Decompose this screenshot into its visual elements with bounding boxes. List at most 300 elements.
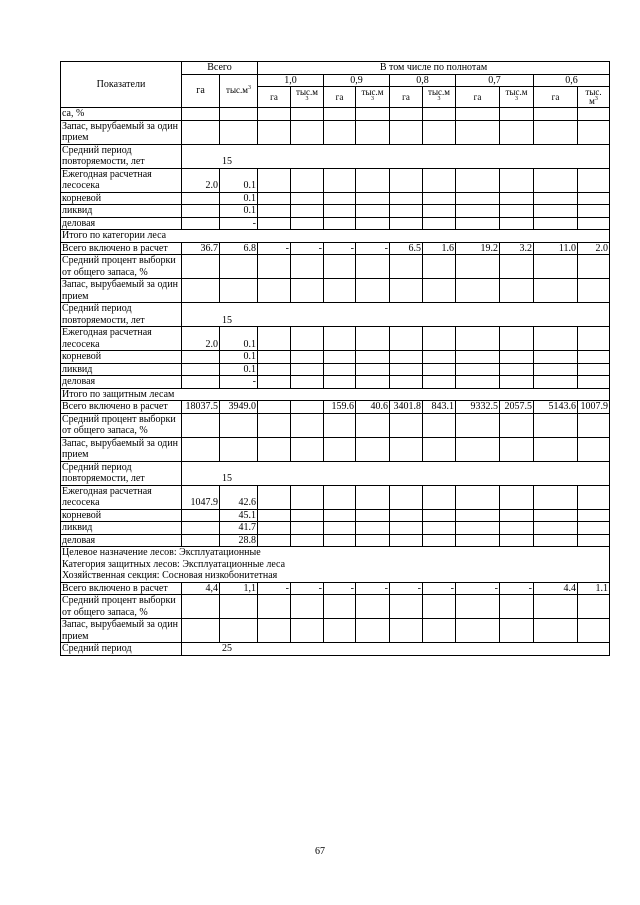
- value-cell: [423, 376, 456, 389]
- value-cell: [456, 192, 500, 205]
- value-cell: 41.7: [220, 522, 258, 535]
- table-row: [61, 351, 610, 364]
- value-cell: [291, 192, 324, 205]
- value-cell: [258, 376, 291, 389]
- value-cell: 1,1: [220, 582, 258, 595]
- value-cell: [356, 485, 390, 509]
- value-cell: [534, 108, 578, 121]
- value-cell: [456, 437, 500, 461]
- value-cell: [258, 534, 291, 547]
- value-cell: [220, 255, 258, 279]
- value-cell: [578, 255, 610, 279]
- value-cell: [500, 509, 534, 522]
- value-cell: [182, 363, 220, 376]
- value-cell: [356, 108, 390, 121]
- value-cell: [182, 595, 220, 619]
- value-cell: 159.6: [324, 401, 356, 414]
- value-cell: 0.1: [220, 351, 258, 364]
- value-cell: -: [291, 582, 324, 595]
- row-label: Запас, вырубаемый за один прием: [61, 619, 182, 643]
- value-cell: -: [390, 582, 423, 595]
- value-cell: 9332.5: [456, 401, 500, 414]
- value-cell: [390, 192, 423, 205]
- value-cell: [356, 168, 390, 192]
- row-label: са, %: [61, 108, 182, 121]
- value-cell: [356, 619, 390, 643]
- value-cell: [423, 255, 456, 279]
- value-cell: [356, 534, 390, 547]
- row-label: Средний процент выборки от общего запаса, %: [61, 413, 182, 437]
- table-row: [61, 619, 610, 643]
- value-cell: 5143.6: [534, 401, 578, 414]
- table-row: [61, 144, 610, 168]
- value-cell: 42.6: [220, 485, 258, 509]
- table-row: [61, 168, 610, 192]
- value-cell: [258, 168, 291, 192]
- value-cell: [390, 120, 423, 144]
- value-cell: [182, 108, 220, 121]
- value-cell: [356, 595, 390, 619]
- table-row: [61, 643, 610, 656]
- row-label: деловая: [61, 376, 182, 389]
- value-cell: [324, 363, 356, 376]
- value-cell: [291, 595, 324, 619]
- table-row: [61, 461, 610, 485]
- value-cell: 0.1: [220, 205, 258, 218]
- value-cell: 0.1: [220, 192, 258, 205]
- table-row: [61, 595, 610, 619]
- value-cell: [291, 485, 324, 509]
- value-cell: [220, 595, 258, 619]
- table-row: [61, 192, 610, 205]
- value-cell: [390, 168, 423, 192]
- row-label: Средний процент выборки от общего запаса, %: [61, 255, 182, 279]
- value-cell: [534, 619, 578, 643]
- value-cell: [534, 217, 578, 230]
- value-cell: [390, 351, 423, 364]
- value-cell: [182, 205, 220, 218]
- row-label: Запас, вырубаемый за один прием: [61, 120, 182, 144]
- value-cell: [500, 255, 534, 279]
- table-row: [61, 230, 610, 243]
- value-cell: [500, 120, 534, 144]
- value-cell: [356, 279, 390, 303]
- value-cell: [578, 522, 610, 535]
- table-row: [61, 534, 610, 547]
- value-cell: [356, 363, 390, 376]
- value-cell: [500, 522, 534, 535]
- row-label: деловая: [61, 217, 182, 230]
- header-unit-ha-2: га: [390, 87, 423, 108]
- value-cell: [456, 217, 500, 230]
- value-cell: [356, 217, 390, 230]
- row-label: ликвид: [61, 363, 182, 376]
- value-cell: [356, 327, 390, 351]
- value-cell: 3.2: [500, 242, 534, 255]
- value-cell: [423, 437, 456, 461]
- value-cell: [291, 351, 324, 364]
- value-cell: [291, 108, 324, 121]
- value-cell: [220, 120, 258, 144]
- value-cell: -: [324, 582, 356, 595]
- value-cell: [423, 120, 456, 144]
- value-cell: [324, 351, 356, 364]
- value-cell: [578, 351, 610, 364]
- value-cell: [258, 509, 291, 522]
- value-cell: [456, 168, 500, 192]
- value-cell: 3949.0: [220, 401, 258, 414]
- value-cell: [456, 255, 500, 279]
- section-heading: Итого по категории леса: [61, 230, 610, 243]
- table-row: [61, 547, 610, 583]
- table-row: [61, 437, 610, 461]
- value-cell: [258, 437, 291, 461]
- value-cell: 2.0: [182, 168, 220, 192]
- value-cell: [390, 327, 423, 351]
- value-cell: [578, 413, 610, 437]
- value-cell: [423, 205, 456, 218]
- value-cell: [578, 217, 610, 230]
- value-cell: [578, 168, 610, 192]
- value-cell: [534, 255, 578, 279]
- value-cell: 11.0: [534, 242, 578, 255]
- value-cell: [356, 205, 390, 218]
- value-cell: [390, 363, 423, 376]
- value-cell: -: [220, 217, 258, 230]
- value-cell: 3401.8: [390, 401, 423, 414]
- value-cell: [423, 279, 456, 303]
- value-cell: [356, 192, 390, 205]
- header-unit-ha-3: га: [456, 87, 500, 108]
- value-cell: [324, 168, 356, 192]
- value-cell: [534, 534, 578, 547]
- value-cell: [291, 619, 324, 643]
- table-row: [61, 279, 610, 303]
- value-cell: [534, 437, 578, 461]
- row-label: Всего включено в расчет: [61, 401, 182, 414]
- header-density-0: 1,0: [258, 74, 324, 87]
- value-cell: [500, 217, 534, 230]
- value-cell: [456, 120, 500, 144]
- section-heading: Итого по защитным лесам: [61, 388, 610, 401]
- value-cell: -: [291, 242, 324, 255]
- table-row: [61, 582, 610, 595]
- value-cell: [500, 437, 534, 461]
- value-cell: [456, 595, 500, 619]
- value-cell: [534, 509, 578, 522]
- value-cell: [456, 108, 500, 121]
- value-cell: [534, 279, 578, 303]
- table-row: [61, 108, 610, 121]
- row-label: Ежегодная расчетная лесосека: [61, 327, 182, 351]
- value-cell: 0.1: [220, 363, 258, 376]
- value-cell: [291, 376, 324, 389]
- value-cell: [291, 217, 324, 230]
- value-cell: [534, 192, 578, 205]
- value-cell: [500, 363, 534, 376]
- row-label: Ежегодная расчетная лесосека: [61, 485, 182, 509]
- value-cell: 6.8: [220, 242, 258, 255]
- value-cell: [182, 279, 220, 303]
- value-cell: [324, 217, 356, 230]
- value-cell: [500, 595, 534, 619]
- value-cell: [500, 351, 534, 364]
- value-cell: [324, 413, 356, 437]
- value-cell: [258, 485, 291, 509]
- value-cell: [500, 108, 534, 121]
- value-cell: [390, 108, 423, 121]
- value-cell: [291, 255, 324, 279]
- value-cell: [356, 351, 390, 364]
- value-cell: [324, 619, 356, 643]
- value-cell: [423, 509, 456, 522]
- value-cell: [324, 192, 356, 205]
- value-cell: [456, 279, 500, 303]
- row-label: Запас, вырубаемый за один прием: [61, 437, 182, 461]
- value-cell: [423, 595, 456, 619]
- value-cell: 1.6: [423, 242, 456, 255]
- value-cell: [356, 376, 390, 389]
- value-cell: [258, 192, 291, 205]
- value-cell: [456, 619, 500, 643]
- value-cell: [456, 522, 500, 535]
- value-cell: [291, 327, 324, 351]
- value-cell: [324, 279, 356, 303]
- value-cell: 843.1: [423, 401, 456, 414]
- value-cell: [500, 413, 534, 437]
- row-label: Запас, вырубаемый за один прием: [61, 279, 182, 303]
- value-cell: [423, 485, 456, 509]
- value-cell: [500, 168, 534, 192]
- value-cell: [258, 595, 291, 619]
- value-cell: [258, 120, 291, 144]
- value-cell: [423, 534, 456, 547]
- row-label: Средний период повторяемости, лет: [61, 144, 182, 168]
- value-cell: [390, 217, 423, 230]
- forest-table-sheet: [60, 61, 610, 656]
- table-row: [61, 205, 610, 218]
- value-cell: [390, 279, 423, 303]
- value-cell: [324, 437, 356, 461]
- value-cell: [258, 522, 291, 535]
- value-cell: [324, 376, 356, 389]
- value-cell: [291, 120, 324, 144]
- value-cell: [356, 120, 390, 144]
- value-cell: -: [258, 582, 291, 595]
- value-cell: [356, 437, 390, 461]
- value-cell: [578, 376, 610, 389]
- value-cell: [578, 437, 610, 461]
- row-label: ликвид: [61, 205, 182, 218]
- value-cell: [258, 255, 291, 279]
- table-row: [61, 303, 610, 327]
- row-label: корневой: [61, 192, 182, 205]
- value-cell: [456, 327, 500, 351]
- header-unit-thou-m3-1: тыс.м $^3$: [356, 87, 390, 108]
- value-cell: [578, 485, 610, 509]
- table-row: [61, 242, 610, 255]
- value-cell: [390, 509, 423, 522]
- table-row: [61, 509, 610, 522]
- value-cell: [390, 255, 423, 279]
- value-cell: -: [456, 582, 500, 595]
- value-cell: [356, 509, 390, 522]
- merged-value-cell: 15: [182, 303, 610, 327]
- value-cell: [324, 108, 356, 121]
- value-cell: [390, 437, 423, 461]
- row-label: Средний период повторяемости, лет: [61, 461, 182, 485]
- value-cell: [456, 363, 500, 376]
- header-unit-thou-m3-2: тыс.м $^3$: [423, 87, 456, 108]
- value-cell: [423, 351, 456, 364]
- header-total-thou-m3: $тыс.м^3$: [220, 74, 258, 108]
- value-cell: 40.6: [356, 401, 390, 414]
- row-label: Средний процент выборки от общего запаса, %: [61, 595, 182, 619]
- value-cell: [258, 351, 291, 364]
- value-cell: [534, 522, 578, 535]
- value-cell: [324, 534, 356, 547]
- value-cell: [182, 534, 220, 547]
- row-label: Ежегодная расчетная лесосека: [61, 168, 182, 192]
- value-cell: 28.8: [220, 534, 258, 547]
- value-cell: [390, 376, 423, 389]
- value-cell: [324, 255, 356, 279]
- value-cell: [182, 255, 220, 279]
- value-cell: [534, 413, 578, 437]
- value-cell: [291, 534, 324, 547]
- value-cell: [182, 413, 220, 437]
- value-cell: 2.0: [578, 242, 610, 255]
- value-cell: -: [258, 242, 291, 255]
- value-cell: [423, 327, 456, 351]
- value-cell: [182, 619, 220, 643]
- value-cell: [390, 534, 423, 547]
- value-cell: [258, 205, 291, 218]
- header-indicators: Показатели: [61, 62, 182, 108]
- value-cell: [182, 522, 220, 535]
- header-by-density: В том числе по полнотам: [258, 62, 610, 75]
- value-cell: [182, 437, 220, 461]
- value-cell: [258, 363, 291, 376]
- value-cell: [534, 351, 578, 364]
- header-unit-thou-m3-3: тыс.м $^3$: [500, 87, 534, 108]
- value-cell: [291, 168, 324, 192]
- value-cell: 4,4: [182, 582, 220, 595]
- value-cell: 18037.5: [182, 401, 220, 414]
- value-cell: [291, 205, 324, 218]
- table-row: [61, 217, 610, 230]
- value-cell: -: [220, 376, 258, 389]
- value-cell: [182, 351, 220, 364]
- value-cell: [220, 437, 258, 461]
- table-header: [61, 62, 610, 108]
- value-cell: [423, 217, 456, 230]
- table-row: [61, 413, 610, 437]
- value-cell: [578, 108, 610, 121]
- value-cell: [534, 363, 578, 376]
- value-cell: [500, 619, 534, 643]
- header-density-4: 0,6: [534, 74, 610, 87]
- value-cell: [291, 413, 324, 437]
- value-cell: [500, 376, 534, 389]
- value-cell: 2057.5: [500, 401, 534, 414]
- value-cell: 19.2: [456, 242, 500, 255]
- value-cell: [182, 120, 220, 144]
- value-cell: [291, 509, 324, 522]
- section-heading: Целевое назначение лесов: Эксплуатационные Категория защитных лесов: Эксплуатационные леса Хозяйственная секция: Сосновая низкобонитетная: [61, 547, 610, 583]
- row-label: деловая: [61, 534, 182, 547]
- table-row: [61, 120, 610, 144]
- value-cell: [423, 363, 456, 376]
- value-cell: [423, 192, 456, 205]
- value-cell: [324, 485, 356, 509]
- value-cell: -: [324, 242, 356, 255]
- value-cell: [534, 376, 578, 389]
- value-cell: [456, 205, 500, 218]
- value-cell: [324, 327, 356, 351]
- value-cell: [258, 279, 291, 303]
- row-label: Всего включено в расчет: [61, 582, 182, 595]
- value-cell: [324, 522, 356, 535]
- value-cell: [220, 619, 258, 643]
- value-cell: [578, 509, 610, 522]
- value-cell: [423, 108, 456, 121]
- value-cell: [258, 401, 291, 414]
- value-cell: 0.1: [220, 168, 258, 192]
- value-cell: [456, 413, 500, 437]
- value-cell: [390, 522, 423, 535]
- value-cell: [578, 205, 610, 218]
- table-row: [61, 401, 610, 414]
- value-cell: [534, 205, 578, 218]
- value-cell: [390, 595, 423, 619]
- value-cell: 36.7: [182, 242, 220, 255]
- value-cell: [220, 413, 258, 437]
- value-cell: 1007.9: [578, 401, 610, 414]
- value-cell: [578, 327, 610, 351]
- value-cell: [578, 534, 610, 547]
- value-cell: [456, 376, 500, 389]
- value-cell: [356, 522, 390, 535]
- header-unit-ha-1: га: [324, 87, 356, 108]
- value-cell: [456, 351, 500, 364]
- value-cell: [258, 619, 291, 643]
- value-cell: [578, 120, 610, 144]
- header-total: Всего: [182, 62, 258, 75]
- merged-value-cell: 25: [182, 643, 610, 656]
- value-cell: [578, 363, 610, 376]
- value-cell: [456, 485, 500, 509]
- value-cell: 1047.9: [182, 485, 220, 509]
- value-cell: [291, 279, 324, 303]
- value-cell: [390, 485, 423, 509]
- value-cell: [220, 279, 258, 303]
- merged-value-cell: 15: [182, 461, 610, 485]
- value-cell: [423, 619, 456, 643]
- table-row: [61, 376, 610, 389]
- value-cell: 1.1: [578, 582, 610, 595]
- header-unit-ha-4: га: [534, 87, 578, 108]
- value-cell: [291, 522, 324, 535]
- value-cell: [500, 327, 534, 351]
- value-cell: [324, 205, 356, 218]
- header-unit-ha-0: га: [258, 87, 291, 108]
- value-cell: 6.5: [390, 242, 423, 255]
- value-cell: -: [356, 242, 390, 255]
- value-cell: [356, 413, 390, 437]
- row-label: корневой: [61, 509, 182, 522]
- table-row: [61, 255, 610, 279]
